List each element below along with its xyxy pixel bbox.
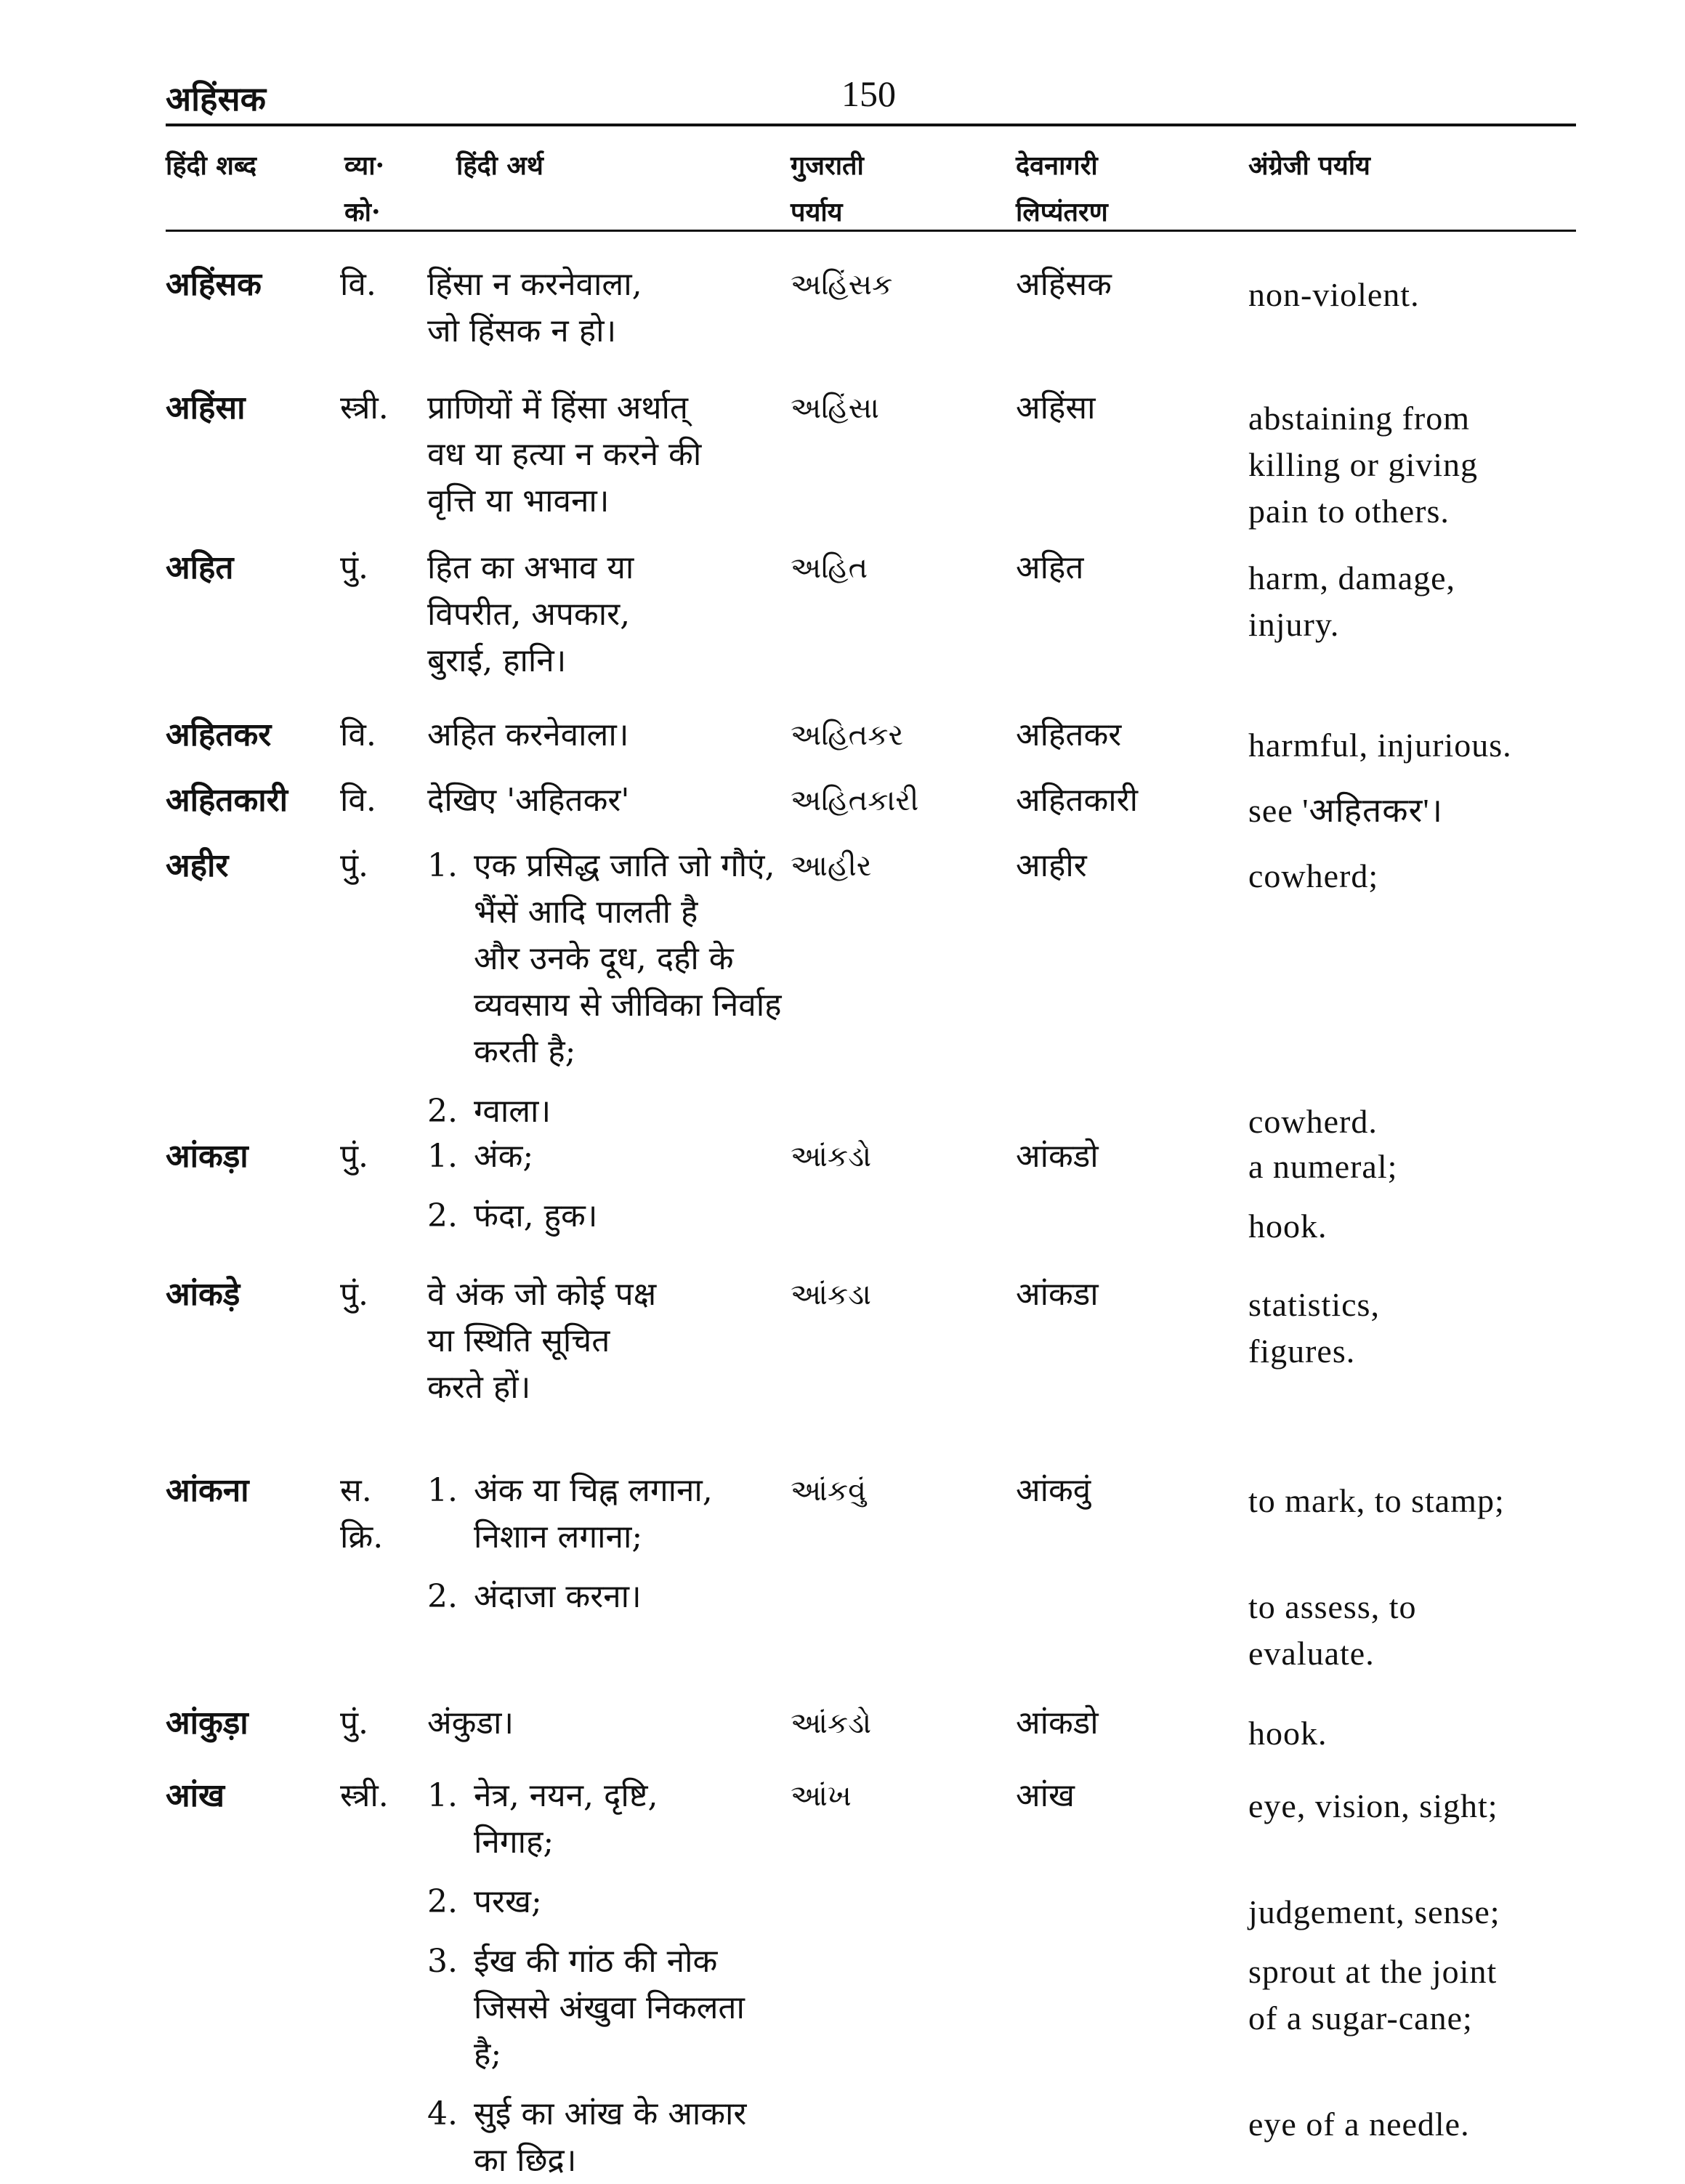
column-heading-devanagari-line2: लिप्यंतरण [1016, 197, 1108, 227]
headword: अहीर [166, 847, 229, 884]
grammar-label-line: स. [340, 1472, 372, 1509]
headword: आंख [166, 1777, 225, 1814]
devanagari-transliteration: आंकडो [1016, 1138, 1099, 1175]
hindi-meaning-line [427, 1088, 551, 1135]
english-equivalent [1248, 788, 1443, 834]
hindi-meaning-line: अंकुडा। [427, 1704, 514, 1742]
sense-text: व्यवसाय से जीविका निर्वाह [474, 987, 782, 1024]
sense-text: परख; [474, 1883, 542, 1920]
english-equivalent-line: evaluate. [1248, 1635, 1375, 1672]
page-number: 150 [841, 73, 896, 114]
sense-number: 2. [427, 1197, 458, 1234]
sense-number: 4. [427, 2095, 458, 2132]
gujarati-equivalent: અહિંસા [791, 392, 879, 425]
gujarati-equivalent: અહિતકર [791, 719, 904, 752]
devanagari-transliteration: अहितकर [1016, 716, 1122, 753]
hindi-meaning-line: वे अंक जो कोई पक्ष [427, 1276, 657, 1313]
devanagari-transliteration: आहीर [1016, 847, 1087, 884]
sense-text: करती है; [474, 1033, 576, 1070]
sense-number: 3. [427, 1943, 458, 1980]
grammar-label [340, 777, 376, 824]
hindi-meaning-line: बुराई, हानि। [427, 642, 567, 679]
sense-text: अंदाजा करना। [474, 1578, 642, 1615]
grammar-label-line: वि. [340, 782, 376, 819]
hindi-meaning [427, 262, 642, 355]
column-heading-grammar-line1: व्या· [344, 150, 385, 181]
hindi-meaning [427, 385, 701, 525]
hindi-meaning-line: विपरीत, अपकार, [427, 596, 631, 633]
english-equivalent [1248, 722, 1512, 769]
hindi-meaning-line [427, 936, 734, 982]
column-heading-grammar-line2: को· [344, 197, 381, 227]
grammar-label [340, 262, 376, 308]
headword: आंकड़े [166, 1276, 241, 1313]
column-heading-english: अंग्रेजी पर्याय [1248, 150, 1370, 181]
headword: अहितकर [166, 716, 272, 753]
gujarati-equivalent: આંકડો [791, 1140, 872, 1173]
english-equivalent-line: harm, damage, [1248, 559, 1456, 596]
column-heading-devanagari-line1: देवनागरी [1016, 150, 1098, 181]
hindi-meaning [427, 1271, 656, 1411]
grammar-label-line: स्त्री. [340, 1777, 389, 1814]
hindi-meaning-line: देखिए 'अहितकर' [427, 782, 630, 819]
headword: अहितकारी [166, 782, 288, 819]
headword: अहित [166, 549, 234, 586]
hindi-meaning-line: जो हिंसक न हो। [427, 312, 617, 349]
english-equivalent-line: hook. [1248, 1715, 1328, 1752]
sense-text: ईख की गांठ की नोक [474, 1943, 718, 1980]
english-equivalent-line: to mark, to stamp; [1248, 1482, 1505, 1519]
headword: अहिंसक [166, 266, 262, 303]
sense-text: भैंसें आदि पालती है [474, 894, 698, 931]
sense-text: निगाह; [474, 1824, 554, 1861]
sense-number: 2. [427, 1093, 458, 1130]
sense-number: 2. [427, 1578, 458, 1615]
devanagari-transliteration: आंकडो [1016, 1704, 1099, 1742]
english-equivalent-line: cowherd. [1248, 1103, 1378, 1140]
gujarati-equivalent: અહિંસક [791, 268, 893, 302]
sense-number: 2. [427, 1883, 458, 1920]
english-equivalent-line: see 'अहितकर'। [1248, 792, 1444, 829]
hindi-meaning-line [427, 1468, 713, 1514]
grammar-label [340, 1133, 368, 1180]
english-equivalent-line: to assess, to [1248, 1588, 1417, 1625]
hindi-meaning-line [427, 2031, 501, 2078]
english-equivalent-line: statistics, [1248, 1286, 1380, 1323]
hindi-meaning-line [427, 1029, 575, 1075]
hindi-meaning-line [427, 843, 775, 889]
column-heading-gujarati-line2: पर्याय [791, 197, 843, 227]
column-heading-grammar [344, 147, 410, 240]
sense-text: है; [474, 2036, 502, 2073]
english-equivalent-line: cowherd; [1248, 857, 1379, 894]
grammar-label-line: पुं. [340, 1276, 368, 1313]
hindi-meaning-line [427, 1574, 642, 1620]
hindi-meaning-line: प्राणियों में हिंसा अर्थात् [427, 389, 688, 426]
column-heading-gujarati-line1: गुजराती [791, 150, 864, 181]
english-equivalent-line: judgement, sense; [1248, 1893, 1500, 1930]
sense-text: ग्वाला। [474, 1093, 551, 1130]
grammar-label [340, 385, 389, 432]
hindi-meaning-line [427, 1985, 745, 2031]
hindi-meaning-line [427, 1514, 642, 1561]
hindi-meaning-line [427, 1819, 554, 1866]
hindi-meaning-line [427, 1879, 542, 1925]
grammar-label-line: स्त्री. [340, 389, 389, 426]
sense-text: अंक या चिह्न लगाना, [474, 1472, 713, 1509]
grammar-label [340, 1468, 383, 1561]
english-equivalent-line: injury. [1248, 606, 1340, 643]
sense-text: नेत्र, नयन, दृष्टि, [474, 1777, 658, 1814]
hindi-meaning-line: हिंसा न करनेवाला, [427, 266, 642, 303]
sense-text: जिससे अंखुवा निकलता [474, 1989, 745, 2026]
hindi-meaning [427, 777, 630, 824]
sense-number: 1. [427, 1777, 458, 1814]
sense-text: निशान लगाना; [474, 1518, 643, 1556]
english-equivalent-line: of a sugar-cane; [1248, 1999, 1473, 2037]
gujarati-equivalent: આંકવું [791, 1474, 867, 1508]
guide-word: अहिंसक [166, 79, 266, 118]
devanagari-transliteration: अहिंसा [1016, 389, 1096, 426]
gujarati-equivalent: આંખ [791, 1779, 852, 1813]
hindi-meaning-line: वध या हत्या न करने की [427, 436, 702, 473]
english-equivalent [1248, 272, 1420, 318]
hindi-meaning-line: करते हों। [427, 1369, 531, 1406]
column-heading-hindi-meaning: हिंदी अर्थ [456, 150, 544, 181]
english-equivalent-line: abstaining from [1248, 400, 1470, 437]
grammar-label [340, 712, 376, 759]
devanagari-transliteration: आंख [1016, 1777, 1075, 1814]
devanagari-transliteration: आंकवुं [1016, 1472, 1091, 1509]
english-equivalent [1248, 1710, 1328, 1757]
running-header [166, 73, 1576, 126]
grammar-label-line: पुं. [340, 1704, 368, 1742]
sense-text: फंदा, हुक। [474, 1197, 598, 1234]
english-equivalent [1248, 1282, 1380, 1375]
english-equivalent-line: figures. [1248, 1332, 1356, 1370]
hindi-meaning-line [427, 2091, 746, 2138]
sense-text: और उनके दूध, दही के [474, 940, 734, 977]
english-equivalent [1248, 395, 1478, 535]
hindi-meaning-line [427, 1133, 533, 1180]
headword: आंकुड़ा [166, 1704, 248, 1742]
english-equivalent-line: pain to others. [1248, 493, 1450, 530]
grammar-label [340, 1773, 389, 1819]
english-equivalent-line: non-violent. [1248, 276, 1420, 313]
column-heading-gujarati [791, 147, 950, 240]
hindi-meaning [427, 545, 634, 684]
column-heading-hindi-word: हिंदी शब्द [166, 150, 256, 181]
english-equivalent-line: eye, vision, sight; [1248, 1787, 1498, 1824]
headword: अहिंसा [166, 389, 246, 426]
english-equivalent-line: hook. [1248, 1208, 1328, 1245]
column-headings [166, 142, 1576, 232]
gujarati-equivalent: આંકડો [791, 1707, 872, 1740]
hindi-meaning-line [427, 982, 782, 1029]
gujarati-equivalent: આહીર [791, 849, 872, 883]
hindi-meaning [427, 712, 629, 759]
sense-text: सुई का आंख के आकार [474, 2095, 747, 2132]
hindi-meaning-line [427, 2138, 576, 2184]
devanagari-transliteration: अहित [1016, 549, 1084, 586]
grammar-label-line: क्रि. [340, 1518, 384, 1556]
english-equivalent-line: killing or giving [1248, 446, 1478, 483]
hindi-meaning-line [427, 889, 698, 936]
english-equivalent [1248, 555, 1455, 648]
english-equivalent-line: eye of a needle. [1248, 2106, 1470, 2143]
grammar-label-line: पुं. [340, 549, 368, 586]
sense-text: अंक; [474, 1138, 534, 1175]
sense-number: 1. [427, 1472, 458, 1509]
grammar-label-line: वि. [340, 716, 376, 753]
sense-number: 1. [427, 1138, 458, 1175]
sense-number: 1. [427, 847, 458, 884]
grammar-label-line: वि. [340, 266, 376, 303]
hindi-meaning-line [427, 1193, 598, 1239]
english-equivalent-line: sprout at the joint [1248, 1953, 1498, 1990]
grammar-label [340, 1700, 368, 1747]
devanagari-transliteration: आंकडा [1016, 1276, 1099, 1313]
english-equivalent-line: harmful, injurious. [1248, 727, 1512, 764]
gujarati-equivalent: અહિતકારી [791, 784, 919, 817]
hindi-meaning [427, 1700, 514, 1747]
grammar-label [340, 1271, 368, 1318]
gujarati-equivalent: અહિત [791, 551, 868, 585]
hindi-meaning-line [427, 1938, 717, 1985]
sense-text: एक प्रसिद्ध जाति जो गौएं, [474, 847, 775, 884]
grammar-label [340, 545, 368, 591]
grammar-label-line: पुं. [340, 847, 368, 884]
headword: आंकड़ा [166, 1138, 248, 1175]
devanagari-transliteration: अहितकारी [1016, 782, 1139, 819]
hindi-meaning-line: या स्थिति सूचित [427, 1322, 610, 1359]
gujarati-equivalent: આંકડા [791, 1278, 871, 1311]
hindi-meaning-line [427, 1773, 658, 1819]
english-equivalent-line: a numeral; [1248, 1148, 1398, 1185]
hindi-meaning-line: वृत्ति या भावना। [427, 482, 610, 519]
devanagari-transliteration: अहिंसक [1016, 266, 1112, 303]
sense-text: का छिद्र। [474, 2142, 577, 2179]
hindi-meaning-line: अहित करनेवाला। [427, 716, 629, 753]
grammar-label [340, 843, 368, 889]
column-heading-devanagari [1016, 147, 1205, 240]
hindi-meaning-line: हित का अभाव या [427, 549, 634, 586]
headword: आंकना [166, 1472, 249, 1509]
grammar-label-line: पुं. [340, 1138, 368, 1175]
